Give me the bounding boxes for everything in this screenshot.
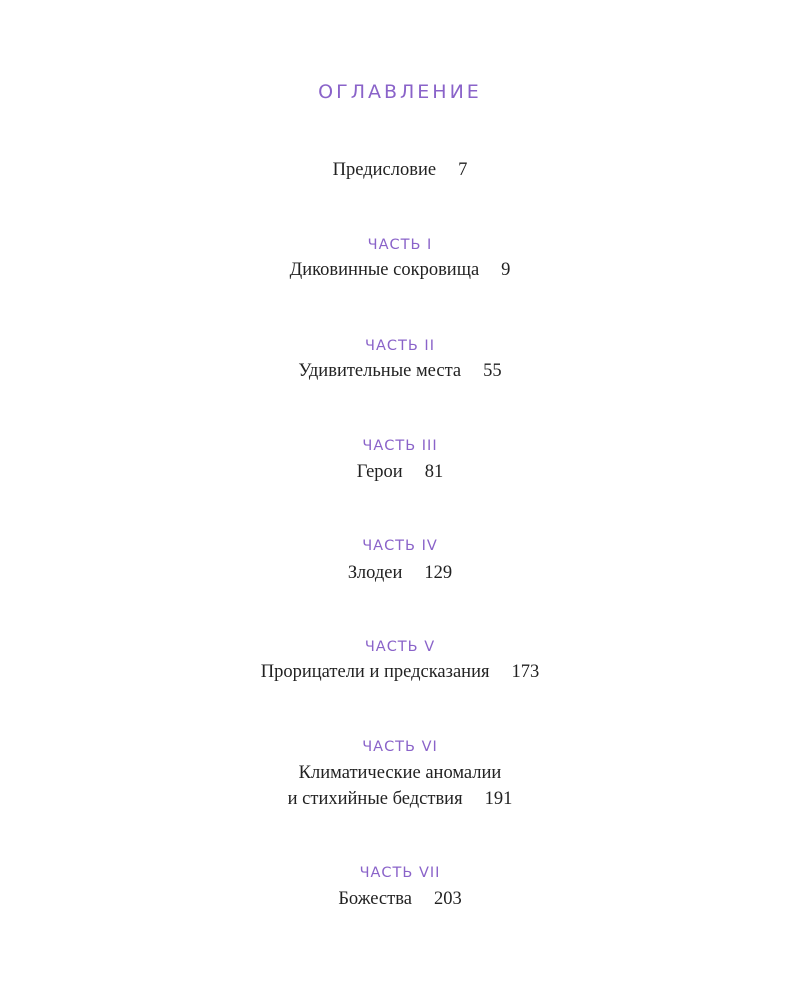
part-label-4: ЧАСТЬ IV bbox=[362, 538, 438, 554]
entry-page-number: 7 bbox=[458, 160, 468, 180]
entry-title: Предисловие bbox=[332, 160, 437, 180]
entry-title: и стихийные бедствия bbox=[287, 789, 463, 809]
entry-page-number: 191 bbox=[484, 789, 513, 809]
toc-entry-part-7[interactable] bbox=[0, 886, 800, 912]
toc-entry-part-2[interactable] bbox=[0, 358, 800, 384]
entry-title: Диковинные сокровища bbox=[289, 260, 480, 280]
toc-entry-part-5[interactable] bbox=[0, 659, 800, 685]
entry-title: Божества bbox=[338, 889, 412, 909]
entry-page-number: 81 bbox=[424, 462, 444, 482]
toc-entry-part-6-line-1[interactable] bbox=[0, 760, 800, 786]
toc-heading: ОГЛАВЛЕНИЕ bbox=[318, 81, 482, 103]
entry-title: Климатические аномалии bbox=[298, 763, 502, 783]
part-label-5: ЧАСТЬ V bbox=[364, 639, 436, 655]
entry-page-number: 129 bbox=[424, 563, 453, 583]
toc-entry-preface[interactable] bbox=[0, 157, 800, 183]
part-label-7: ЧАСТЬ VII bbox=[359, 865, 441, 881]
part-label-6: ЧАСТЬ VI bbox=[362, 739, 438, 755]
part-label-1: ЧАСТЬ I bbox=[367, 237, 433, 253]
entry-title: Удивительные места bbox=[298, 361, 462, 381]
part-label-2: ЧАСТЬ II bbox=[365, 338, 435, 354]
entry-page-number: 203 bbox=[433, 889, 462, 909]
entry-title: Злодеи bbox=[347, 563, 403, 583]
part-label-3: ЧАСТЬ III bbox=[362, 438, 438, 454]
entry-page-number: 173 bbox=[511, 662, 540, 682]
toc-entry-part-4[interactable] bbox=[0, 560, 800, 586]
toc-entry-part-1[interactable] bbox=[0, 257, 800, 283]
entry-title: Герои bbox=[356, 462, 403, 482]
entry-page-number: 55 bbox=[483, 361, 502, 381]
entry-title: Прорицатели и предсказания bbox=[260, 662, 490, 682]
entry-page-number: 9 bbox=[501, 260, 511, 280]
toc-entry-part-6-line-2[interactable] bbox=[0, 786, 800, 812]
toc-entry-part-3[interactable] bbox=[0, 459, 800, 485]
